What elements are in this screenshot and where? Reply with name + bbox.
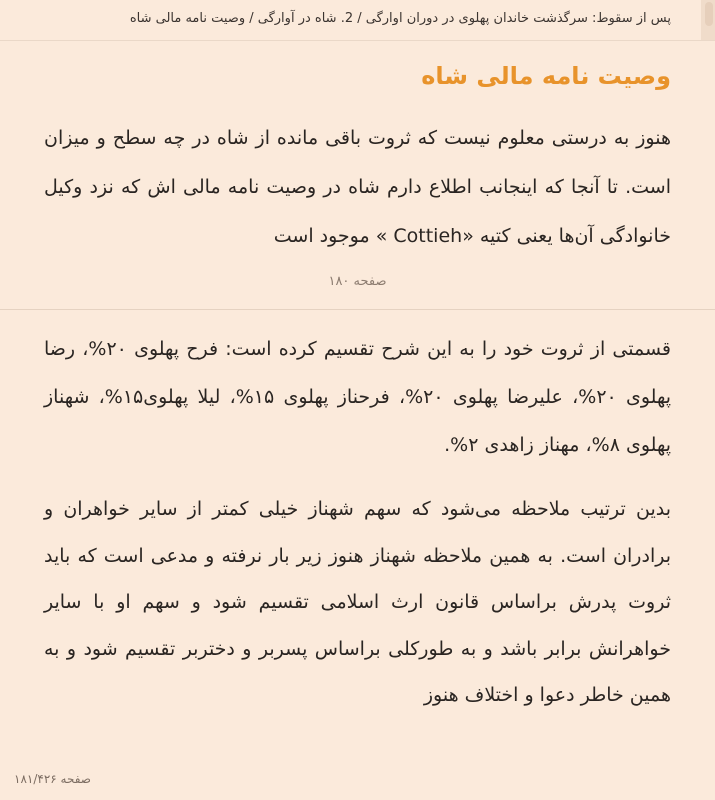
breadcrumb[interactable]: پس از سقوط: سرگذشت خاندان پهلوی در دوران اوارگی / 2. شاه در آوارگی / وصیت نامه مالی شاه: [129, 11, 671, 26]
paragraph-1: هنوز به درستی معلوم نیست که ثروت باقی مانده از شاه در چه سطح و میزان است. تا آنجا که اینجانب اطلاع دارم شاه در وصیت نامه مالی اش که نزد وکیل خانوادگی آن‌ها یعنی کتیه «Cottieh » موجود است: [44, 127, 671, 247]
page-marker: صفحه ۱۸۰: [328, 274, 387, 289]
chapter-title: وصیت نامه مالی شاه: [421, 62, 671, 90]
paragraph-3: بدین ترتیب ملاحظه می‌شود که سهم شهناز خیلی کمتر از سایر خواهران و برادران است. به همین ملاحظه شهناز هنوز زیر بار نرفته و مدعی است که باید ثروت پدرش براساس قانون ارث اسلامی تقسیم شود و سهم او با سایر خواهرانش برابر باشد و به طورکلی براساس پسربر و دختربر تقسیم شود و به همین خاطر دعوا و اختلاف هنوز: [44, 498, 671, 706]
header-divider: [0, 40, 715, 41]
scrollbar-thumb[interactable]: [705, 2, 713, 26]
scrollbar[interactable]: [701, 0, 715, 40]
paragraph-2: قسمتی از ثروت خود را به این شرح تقسیم کرده است: فرح پهلوی ۲۰%، رضا پهلوی ۲۰%، علیرضا پهلوی ۲۰%، فرحناز پهلوی ۱۵%، لیلا پهلوی۱۵%، شهناز پهلوی ۸%، مهناز زاهدی ۲%.: [44, 338, 672, 456]
page-indicator: صفحه ۱۸۱/۴۲۶: [14, 772, 91, 786]
page-break-divider: [0, 309, 715, 310]
